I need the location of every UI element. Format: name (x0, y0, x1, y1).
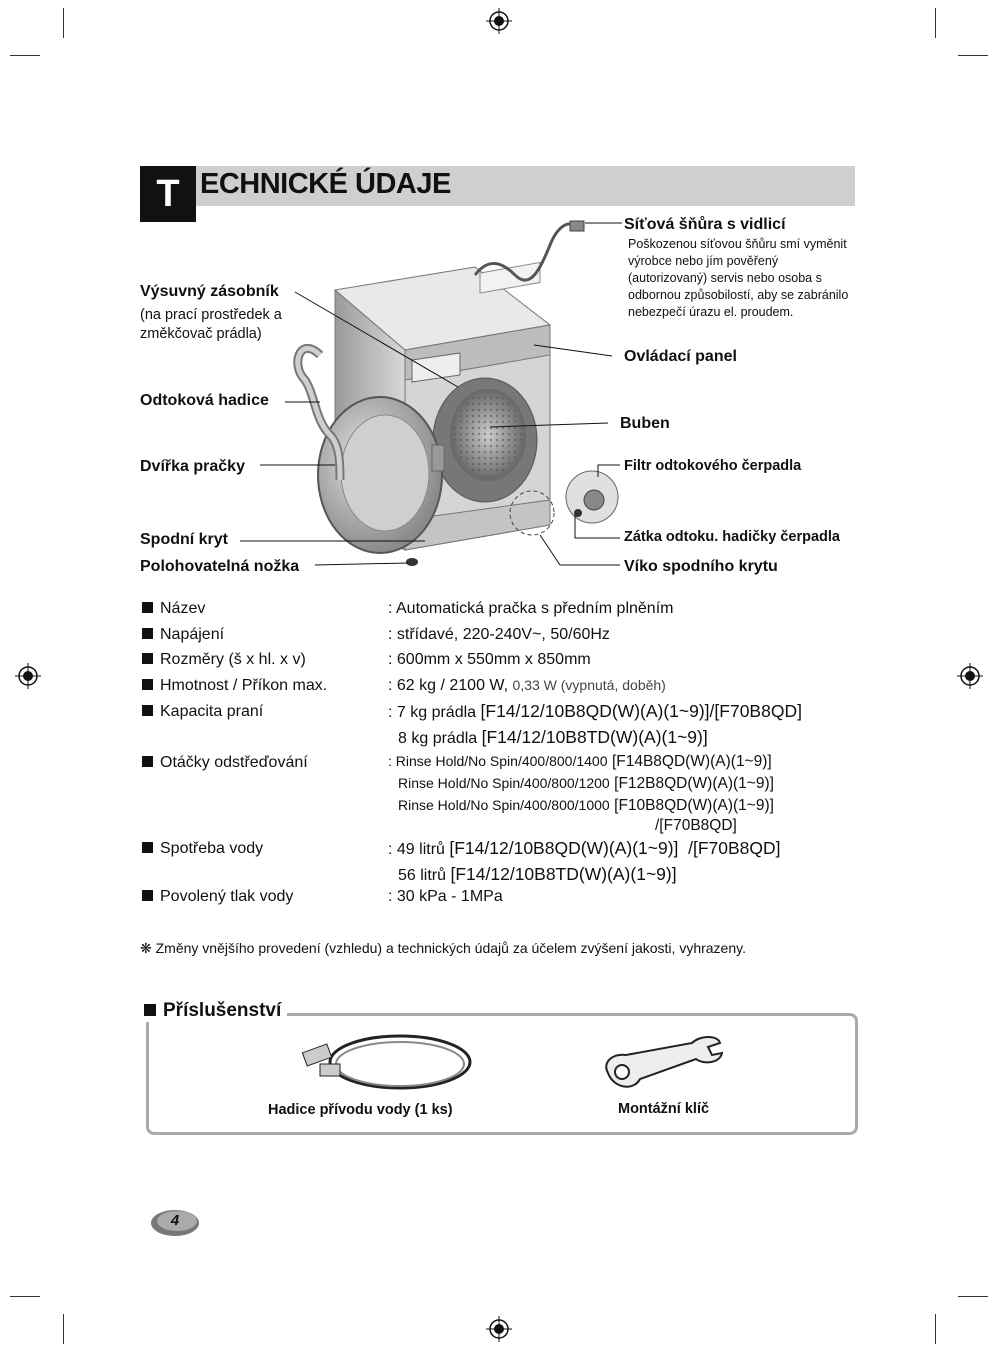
label-drawer: Výsuvný zásobník (140, 283, 279, 300)
crop-mark (958, 1296, 988, 1297)
label-bottom-cover: Spodní kryt (140, 531, 229, 548)
bullet-icon (144, 1004, 156, 1016)
spec-capacity-line1 (388, 701, 802, 722)
spec-value: : 62 kg / 2100 W, (388, 677, 509, 694)
crop-mark (935, 8, 936, 38)
label-power-cord: Síťová šňůra s vidlicí (624, 216, 786, 233)
spec-value: : 7 kg prádla (388, 704, 477, 721)
spec-name-label (142, 600, 205, 618)
registration-mark-icon (486, 8, 512, 34)
spec-label: Kapacita praní (160, 703, 264, 720)
bullet-icon (142, 602, 153, 613)
spec-water-line1 (388, 838, 781, 859)
drawer-note (140, 306, 282, 344)
note-line: změkčovač prádla) (140, 326, 262, 342)
crop-mark (10, 55, 40, 56)
note-line: výrobce nebo jím pověřený (628, 254, 779, 268)
label-bottom-lid: Víko spodního krytu (624, 558, 778, 575)
label-drain-hose: Odtoková hadice (140, 392, 269, 409)
spec-pressure-label (142, 888, 293, 906)
accessories-frame (146, 1013, 858, 1135)
registration-mark-icon (15, 663, 41, 689)
crop-mark (63, 1314, 64, 1344)
note-symbol: ❋ (140, 940, 152, 956)
model-code: [F10B8QD(W)(A)(1~9)] (614, 797, 774, 814)
crop-mark (10, 1296, 40, 1297)
note-line: odbornou způsobilostí, aby se zabránilo (628, 288, 849, 302)
spec-name-value: : Automatická pračka s předním plněním (388, 600, 674, 617)
bullet-icon (142, 756, 153, 767)
accessories-title-text: Příslušenství (163, 1000, 282, 1021)
model-code: [F14/12/10B8QD(W)(A)(1~9)] /[F70B8QD] (449, 838, 781, 858)
model-code: [F12B8QD(W)(A)(1~9)] (614, 775, 774, 792)
spec-spin-row (398, 797, 774, 815)
spec-capacity-line2 (398, 727, 708, 748)
spec-value: Rinse Hold/No Spin/400/800/1200 (398, 775, 610, 791)
page-number: 4 (170, 1212, 180, 1229)
label-control-panel: Ovládací panel (624, 348, 737, 365)
spec-label: Rozměry (š x hl. x v) (160, 651, 306, 668)
spec-dimensions-label (142, 651, 306, 669)
spec-water-line2 (398, 864, 677, 885)
spec-spin-label (142, 754, 308, 772)
crop-mark (63, 8, 64, 38)
spec-label: Povolený tlak vody (160, 888, 294, 905)
spec-label: Hmotnost / Příkon max. (160, 677, 328, 694)
spec-weight-value (388, 677, 666, 695)
label-wrench: Montážní klíč (618, 1101, 710, 1117)
spec-label: Spotřeba vody (160, 840, 264, 857)
inlet-hose-icon (300, 1022, 480, 1097)
spec-label: Otáčky odstřeďování (160, 754, 308, 771)
accessories-title (144, 1000, 287, 1022)
spec-label: Název (160, 600, 206, 617)
spec-power-value: : střídavé, 220-240V~, 50/60Hz (388, 626, 610, 643)
bullet-icon (142, 842, 153, 853)
label-door: Dvířka pračky (140, 458, 245, 475)
note-text: Změny vnějšího provedení (vzhledu) a technických údajů za účelem zvýšení jakosti, vyhrazeny. (155, 940, 746, 956)
spec-value: Rinse Hold/No Spin/400/800/1000 (398, 797, 610, 813)
wrench-icon (600, 1035, 725, 1095)
spec-extra: 0,33 W (vypnutá, doběh) (512, 677, 666, 693)
spec-value: 8 kg prádla (398, 730, 478, 747)
title-initial: T (140, 166, 196, 222)
spec-value: : Rinse Hold/No Spin/400/800/1400 (388, 753, 608, 769)
spec-value: 56 litrů (398, 867, 447, 884)
spec-dimensions-value: : 600mm x 550mm x 850mm (388, 651, 591, 668)
note-line: (autorizovaný) servis nebo osoba s (628, 271, 822, 285)
bullet-icon (142, 679, 153, 690)
model-code: [F14/12/10B8TD(W)(A)(1~9)] (481, 727, 708, 747)
change-note (140, 940, 746, 957)
label-inlet-hose: Hadice přívodu vody (1 ks) (268, 1102, 453, 1118)
spec-label: Napájení (160, 626, 225, 643)
bullet-icon (142, 653, 153, 664)
label-drum: Buben (620, 415, 670, 432)
bullet-icon (142, 628, 153, 639)
spec-weight-label (142, 677, 327, 695)
spec-spin-row (388, 753, 772, 771)
model-code: [F14B8QD(W)(A)(1~9)] (611, 753, 772, 770)
model-code: [F14/12/10B8TD(W)(A)(1~9)] (450, 864, 677, 884)
spec-pressure-value: : 30 kPa - 1MPa (388, 888, 503, 905)
spec-power-label (142, 626, 224, 644)
spec-water-label (142, 840, 263, 858)
crop-mark (935, 1314, 936, 1344)
model-code: [F14/12/10B8QD(W)(A)(1~9)]/[F70B8QD] (480, 701, 802, 721)
label-leveling-foot: Polohovatelná nožka (140, 558, 300, 575)
spec-value: : 49 litrů (388, 841, 445, 858)
registration-mark-icon (486, 1316, 512, 1342)
bullet-icon (142, 890, 153, 901)
bullet-icon (142, 705, 153, 716)
page-title: ECHNICKÉ ÚDAJE (200, 168, 451, 200)
note-line: Poškozenou síťovou šňůru smí vyměnit (628, 237, 847, 251)
spec-capacity-label (142, 703, 263, 721)
note-line: (na prací prostředek a (140, 307, 282, 323)
label-pump-filter: Filtr odtokového čerpadla (624, 458, 802, 474)
spec-spin-extra: /[F70B8QD] (655, 817, 737, 834)
note-line: nebezpečí úrazu el. proudem. (628, 305, 794, 319)
spec-spin-row (398, 775, 774, 793)
power-cord-note (628, 236, 848, 321)
registration-mark-icon (957, 663, 983, 689)
label-pump-plug: Zátka odtoku. hadičky čerpadla (624, 529, 840, 545)
crop-mark (958, 55, 988, 56)
